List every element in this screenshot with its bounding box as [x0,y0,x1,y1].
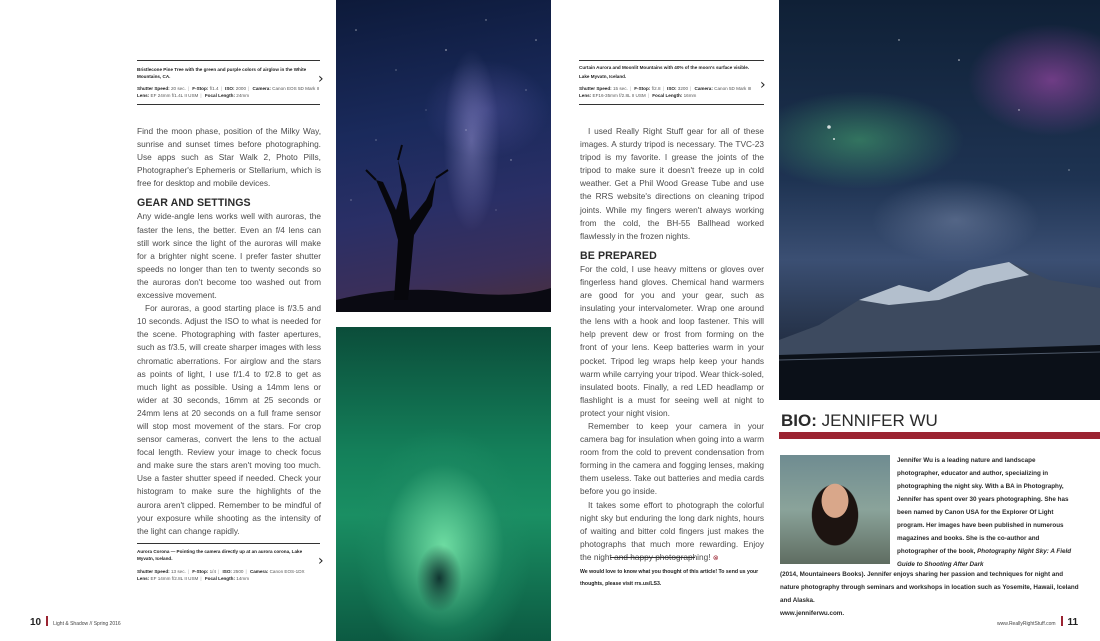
footer-accent [1061,616,1063,626]
photo-aurora-corona [336,327,551,641]
gear-paragraph-1: Any wide-angle lens works well with auroras, the faster the lens, the better. Even an f/4 lens can still work since the light of the auroras will make for a brighter night scene. I prefer faster shutter speeds no longer than ten to twenty seconds so the auroras don't become too washed out from excessive movement. [137,211,321,301]
caption-meta: Shutter Speed: 20 sec. | F-Stop: f/1.4 | ISO: 2000 | Camera: Canon EOS 5D Mark II Lens: EF 24mm f/1.4L II USM | Focal Length: 24mm [137,86,320,98]
caption-meta: Shutter Speed: 13 sec. | F-Stop: 1/4 | ISO: 2500 | Camera: Canon EOS-1DX Lens: EF 14mm f/2.8L II USM | Focal Length: 14mm [137,569,305,581]
end-mark-icon: ⊗ [712,553,719,562]
bio-name: JENNIFER WU [821,411,938,430]
prepared-paragraph-3: It takes some effort to photograph the colorful night sky but enduring the long dark nights, hours of waiting and bitter cold fingers just makes the photographs that much more rewarding. Enjoy the night and happy photographing! ⊗ [580,499,764,562]
photo-milky-way-tree [336,0,551,312]
caption-rule [579,60,764,61]
website-link[interactable]: www.jenniferwu.com. [780,610,845,617]
prepared-paragraph-1: For the cold, I use heavy mittens or gloves over fingerless hand gloves. Chemical hand warmers are good for you and your gear, such as insulating your intervalometer. Wrap one around the lens with a hook and loop fastener. This will help prevent dew or frost from forming on the front of your lens. Keep batteries warm in your pocket. Tripod leg wraps help keep your hands warm while carrying your tripod. Wear thick-soled, insulated boots. Finally, a red LED headlamp or flashlight is a must for seeing well at night to protect your night vision. [580,263,764,418]
caption-title: Curtain Aurora and Moonlit Mountains with 40% of the moon's surface visible. [579,65,750,70]
caption-rule [137,60,320,61]
publication-title: Light & Shadow // Spring 2016 [53,621,121,627]
caption-corona [137,543,320,582]
feedback-divider [610,557,695,558]
footer-right [997,616,1078,628]
tree-silhouette-graphic [336,0,551,312]
photo-curtain-aurora [779,0,1100,400]
caption-title-location: Lake Myvatn, Iceland. [579,74,627,79]
caption-rule [579,104,764,105]
left-column-text [137,125,321,538]
page-number-left: 10 [30,617,42,628]
caption-meta: Shutter Speed: 15 sec. | F-Stop: f/2.8 | ISO: 3200 | Camera: Canon 5D Mark III Lens: EF16-35mm f/2.8L II USM | Focal Length: 16mm [579,86,752,98]
feedback-note: We would love to know what you thought of this article! To send us your thoughts, please visit rrs.us/LS3. [580,569,759,587]
caption-curtain [579,60,764,105]
prepared-paragraph-2: Remember to keep your camera in your camera bag for insulation when going into a warm room from the cold to prevent condensation from forming in the camera and fogging lenses, making them useless. Take out batteries and media cards before you go inside. [580,420,764,497]
gear-paragraph-2: For auroras, a good starting place is f/3.5 and 10 seconds. Adjust the ISO to what is needed for the scene. Photographing with faster apertures, such as f/3.5, will create sharper images with less chromatic aberrations. For airglow and the stars as points of light, I use f/1.4 to f/2.8 to get as much light as possible. Using a 14mm lens or wider at 30 seconds, 16mm at 25 seconds or 24mm lens at 20 seconds on a full frame sensor will stop most movement of the stars. For crop sensor cameras, convert the lens to the actual focal length. Review your image to check focus and make sure the stars aren't moving too much. Use a faster shutter speed if needed. Check your histogram to make sure the highlights of the aurora aren't clipped. Remember to be mindful of your exposure while shooting as the intensity of the light can change rapidly. [137,303,321,536]
footer-website[interactable]: www.ReallyRightStuff.com [997,621,1056,627]
chevron-right-icon[interactable]: › [760,77,766,93]
gear-rrs-paragraph: I used Really Right Stuff gear for all of these images. A sturdy tripod is necessary. The TVC-23 tripod is my favorite. I grease the joints of the tripod to make sure it doesn't freeze up in cold weather. Get a Phil Wood Grease Tube and use the RRS website's directions on cleaning tripod joints. While my fingers weren't always working from the cold, the BH-55 Ballhead worked flawlessly in the frozen nights. [580,126,764,241]
author-portrait [780,455,890,564]
caption-rule [137,543,320,544]
footer-accent [46,616,48,626]
chevron-right-icon[interactable]: › [318,553,324,569]
bio-heading [781,411,938,431]
section-heading-prepared: BE PREPARED [580,249,657,262]
chevron-right-icon[interactable]: › [318,71,324,87]
footer-left [30,616,121,628]
caption-tree [137,60,320,105]
bio-accent-bar [779,432,1100,439]
mountain-graphic [779,0,1100,400]
book-title: Photography Night Sky: A Field Guide to Shooting After Dark [897,548,1072,568]
right-column-text [580,125,764,565]
intro-paragraph: Find the moon phase, position of the Milky Way, sunrise and sunset times before photographing. Use apps such as Star Walk 2, Photo Pills, Photographer's Ephemeris or Stellarium, which is free for desktop and mobile devices. [137,126,321,189]
caption-rule [137,104,320,105]
page-number-right: 11 [1067,617,1079,628]
bio-text-side: Jennifer Wu is a leading nature and landscape photographer, educator and author, specializing in photographing the night sky. With a BA in Photography, Jennifer has spent over 30 years photographing. She has been named by Canon USA for the Explorer Of Light program. Her images have been published in numerous magazines and books. She is the co-author and photographer of the book, Photography Night Sky: A Field Guide to Shooting After Dark [897,457,1072,568]
section-heading-gear: GEAR AND SETTINGS [137,197,251,210]
bio-label: BIO: [781,411,817,430]
caption-title: Bristlecone Pine Tree with the green and purple colors of airglow in the White Mountains, CA. [137,67,307,79]
caption-title: Aurora Corona — Pointing the camera directly up at an aurora corona, Lake Myvatn, Iceland. [137,549,303,561]
bio-text-continued: (2014, Mountaineers Books). Jennifer enjoys sharing her passion and techniques for night and nature photography through seminars and workshops in location such as Yosemite, Hawaii, Iceland and Alaska. www.jenniferwu.com. [780,571,1079,617]
